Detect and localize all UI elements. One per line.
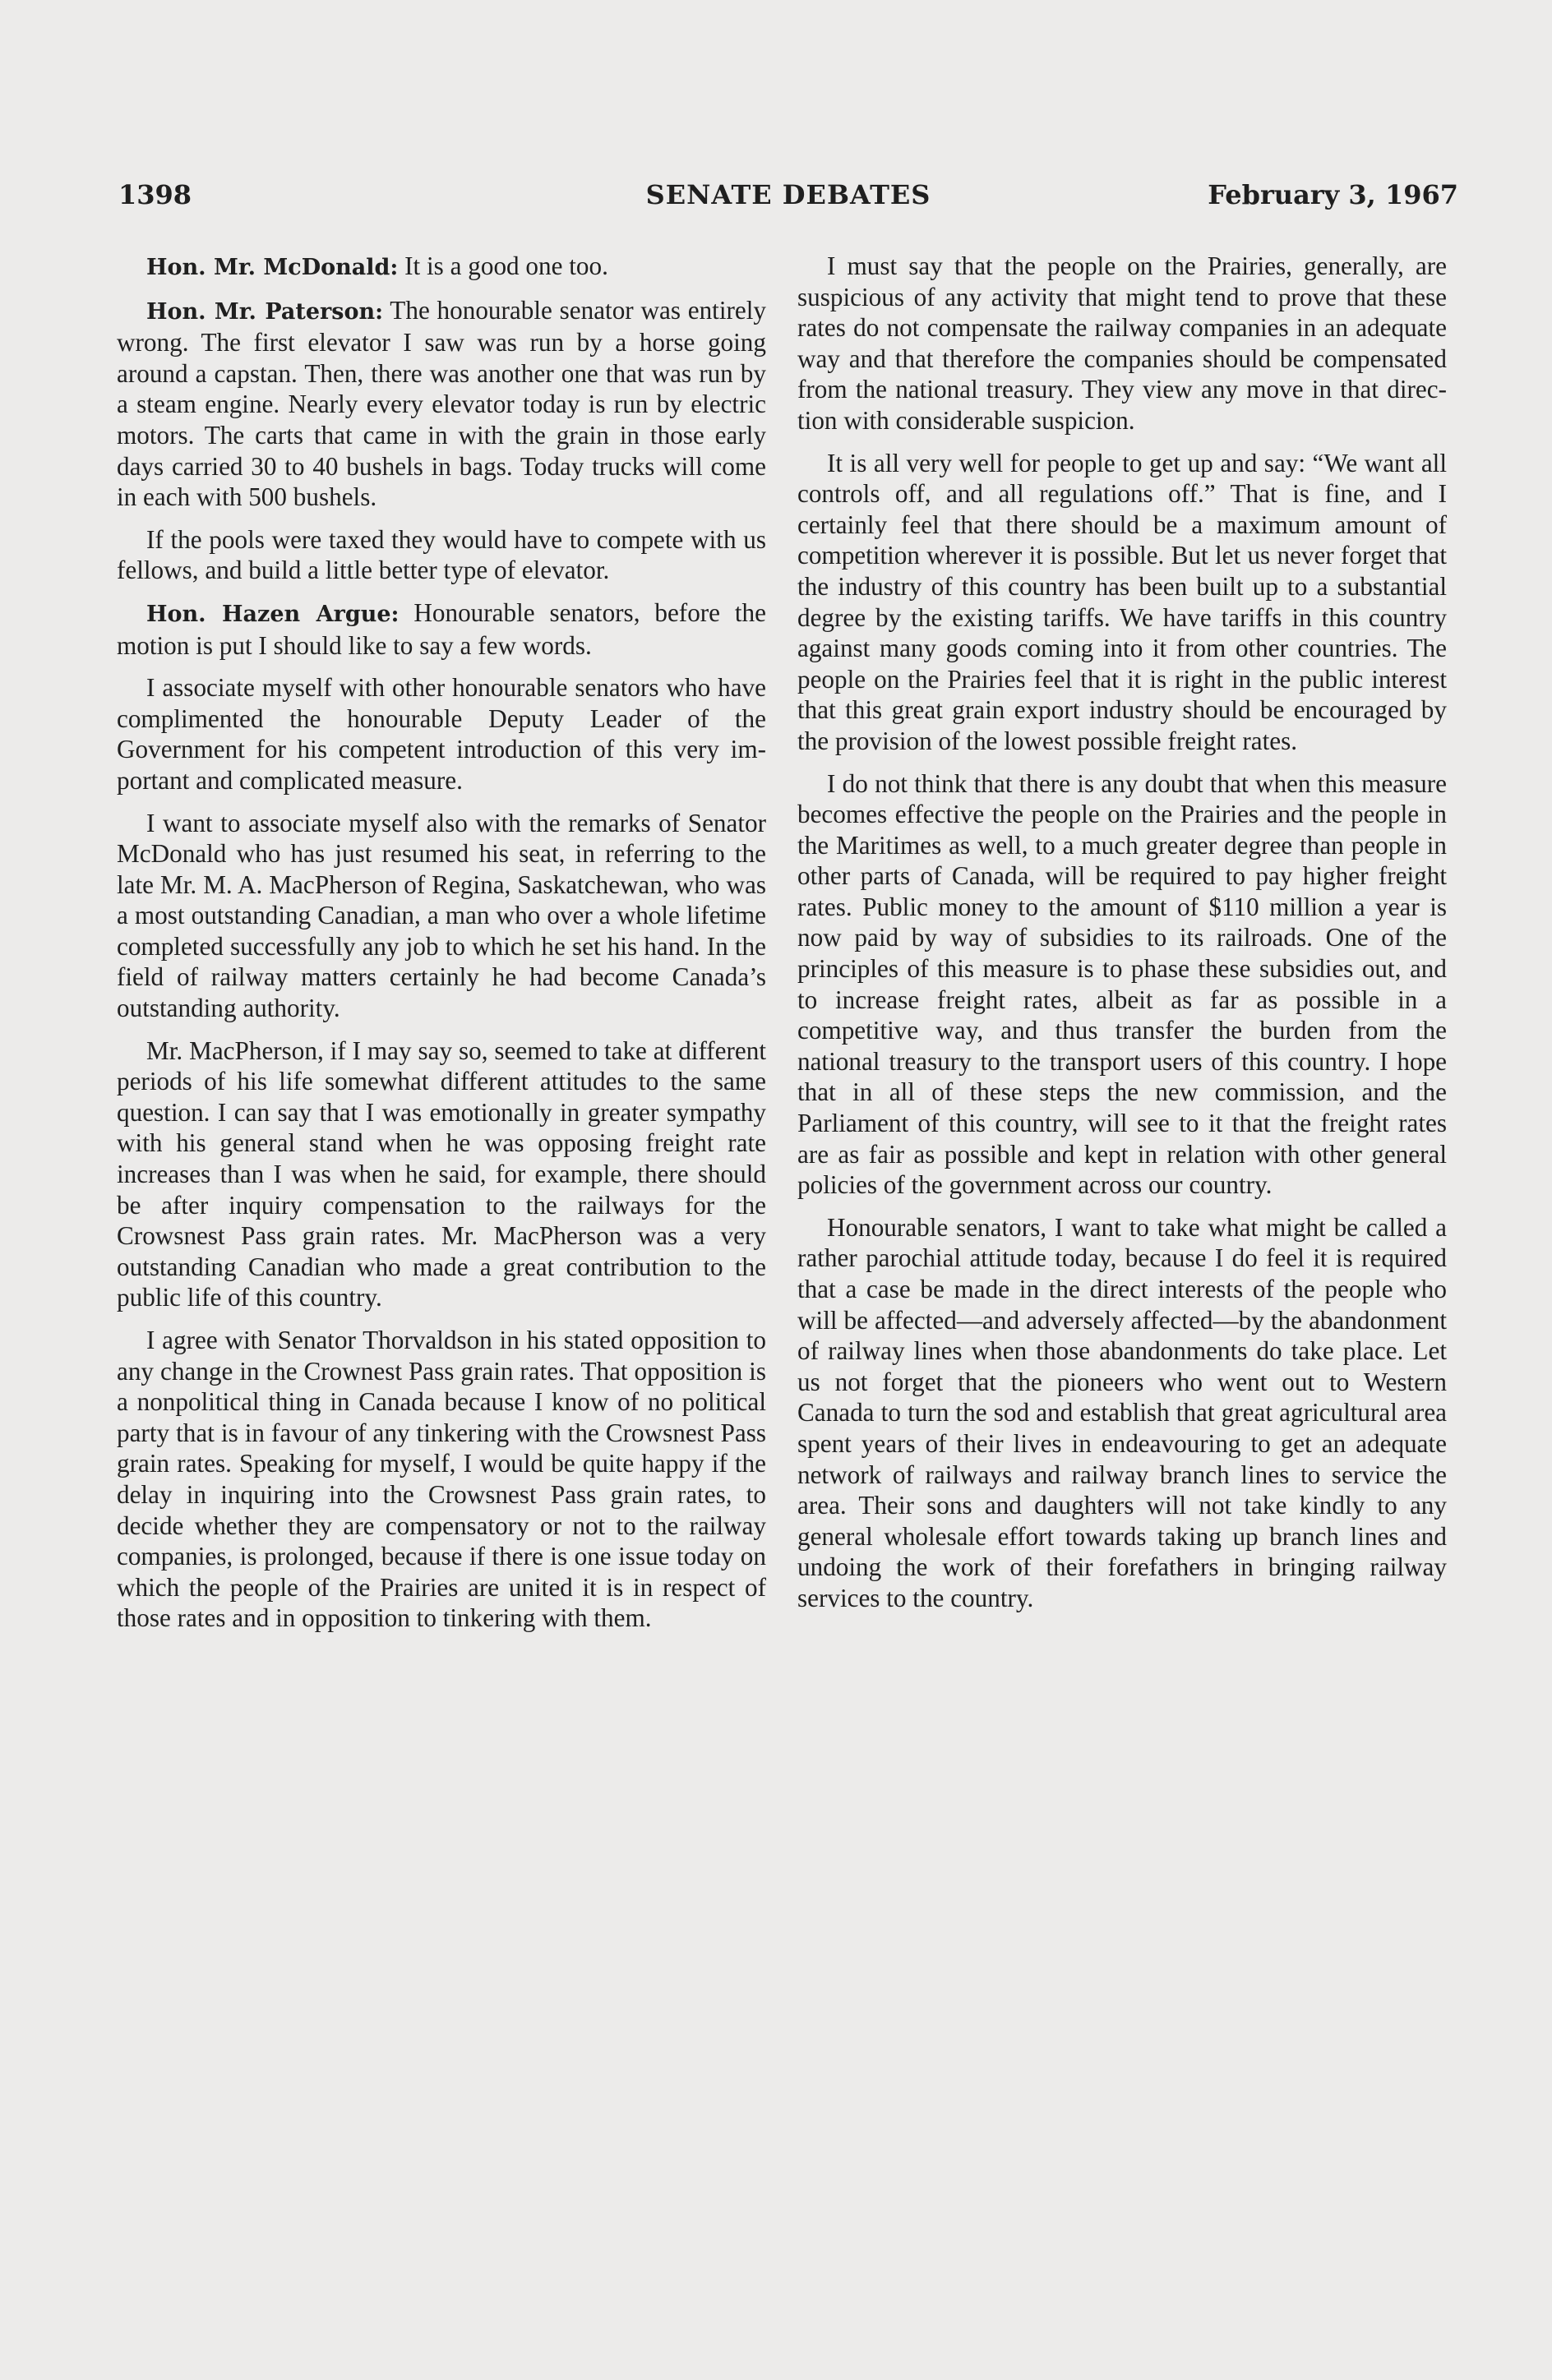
paragraph-text: It is all very well for people to get up and say: “We want all controls off, and all regulations off.” That is fine, and I certainly feel that there should be a maximum amount of competition wherever it is possible. But let us never forget that the industry of this country has been built up to a substantial degree by the existing tariffs. We have tariffs in this country against many goods coming into it from other countries. The people on the Prairies feel that it is right in the public interest that this great grain export industry should be encouraged by the provision of the lowest possible freight rates. (797, 448, 1447, 755)
speaker-name: Hon. Hazen Argue: (146, 601, 400, 627)
paragraph (117, 672, 766, 796)
left-column (117, 251, 766, 1645)
paragraph-text: The honourable senator was entirely wrong. The first elevator I saw was run by a horse going around a capstan. Then, there was another one that was run by a steam engine. Nearly every elevator today is run by electric motors. The carts that came in with the grain in those early days carried 30 to 40 bushels in bags. Today trucks will come in each with 500 bushels. (117, 295, 766, 512)
paragraph-text: I agree with Senator Thorvaldson in his stated opposition to any change in the Crownest Pass grain rates. That opposition is a nonpolitical thing in Canada because I know of no political party that is in favour of any tinkering with the Crowsnest Pass grain rates. Speaking for myself, I would be quite happy if the delay in inquiring into the Crowsnest Pass grain rates, to decide whether they are compensatory or not to the railway companies, is prolonged, because if there is one issue today on which the people of the Prairies are united it is in respect of those rates and in opposition to tinkering with them. (117, 1326, 766, 1633)
paragraph (797, 251, 1447, 436)
paragraph (117, 597, 766, 661)
paragraph (117, 808, 766, 1024)
paragraph-text: Honourable senators, I want to take what might be called a rather parochial attitude today, because I do feel it is required that a case be made in the direct interests of the people who will be affected—and adversely affected—by the abandonment of railway lines when those abandonments do take place. Let us not forget that the pioneers who went out to Western Canada to turn the sod and establish that great agricultural area spent years of their lives in endeavouring to get an adequate network of railways and railway branch lines to service the area. Their sons and daughters will not take kindly to any general wholesale effort towards taking up branch lines and undoing the work of their forefathers in bringing railway services to the country. (797, 1212, 1447, 1612)
paragraph-text: It is a good one too. (398, 251, 608, 280)
paragraph (117, 295, 766, 513)
paragraph (797, 1212, 1447, 1614)
paragraph-text: Mr. MacPherson, if I may say so, seemed to take at different periods of his life somewhat different attitudes to the same question. I can say that I was emotionally in greater sympathy with his general stand when he was opposing freight rate increases than I was when he said, for example, there should be after inquiry compensation to the railways for the Crowsnest Pass grain rates. Mr. MacPherson was a very outstanding Canadian who made a great contribution to the public life of this country. (117, 1035, 766, 1312)
paragraph-text: I associate myself with other honourable senators who have complimented the honourable Deputy Leader of the Government for his competent introduction of this very important and complicated measure. (117, 673, 766, 795)
paragraph (117, 251, 766, 284)
speaker-name: Hon. Mr. Paterson: (146, 298, 384, 325)
page-number: 1398 (118, 179, 192, 210)
paragraph-text: Honourable senators, before the motion is put I should like to say a few words. (117, 597, 766, 660)
publication-title: SENATE DEBATES (645, 179, 931, 210)
paragraph (797, 768, 1447, 1201)
speaker-name: Hon. Mr. McDonald: (146, 255, 399, 280)
paragraph (117, 524, 766, 586)
paragraph-text: I must say that the people on the Prairies, generally, are suspicious of any activity that might tend to prove that these rates do not compensate the railway companies in an adequate way and that therefore the companies should be compensated from the national treasury. They view any move in that direction with considerable suspicion. (797, 251, 1447, 435)
paragraph-text: I do not think that there is any doubt that when this measure becomes effective the people on the Prairies and the people in the Maritimes as well, to a much greater degree than people in other parts of Canada, will be required to pay higher freight rates. Public money to the amount of $110 million a year is now paid by way of subsidies to its railroads. One of the principles of this measure is to phase these subsidies out, and to increase freight rates, albeit as far as possible in a competitive way, and thus transfer the burden from the national treasury to the transport users of this country. I hope that in all of these steps the new commission, and the Parliament of this country, will see to it that the freight rates are as fair as possible and kept in relation with other general policies of the government across our country. (797, 768, 1447, 1200)
paragraph-text: I want to associate myself also with the remarks of Senator McDonald who has just resumed his seat, in referring to the late Mr. M. A. MacPherson of Regina, Saskatchewan, who was a most outstanding Canadian, a man who over a whole lifetime completed successfully any job to which he set his hand. In the field of railway matters certainly he had become Canada’s outstanding authority. (117, 808, 766, 1023)
paragraph-text: If the pools were taxed they would have to compete with us fellows, and build a little better type of elevator. (117, 524, 766, 585)
paragraph (797, 448, 1447, 757)
right-column (797, 251, 1447, 1626)
page-date: February 3, 1967 (1208, 179, 1458, 210)
paragraph (117, 1035, 766, 1313)
page-header (118, 179, 1458, 215)
paragraph (117, 1325, 766, 1634)
